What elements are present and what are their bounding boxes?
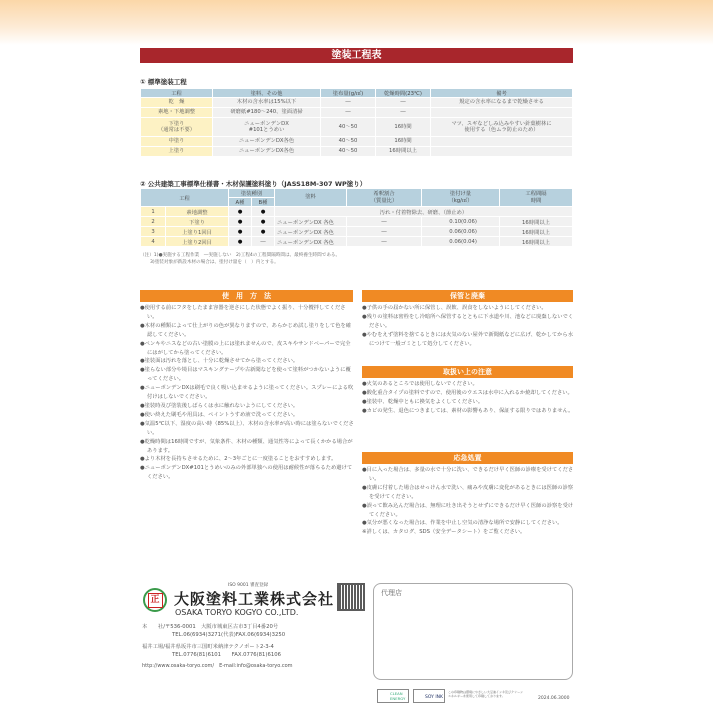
table-cell: 16時間以上	[500, 217, 573, 227]
table-cell: ニューボンデンDX 各色	[275, 227, 347, 237]
table-cell: ―	[347, 227, 422, 237]
usage-list	[140, 304, 355, 482]
handling-list	[362, 380, 574, 416]
agent-label: 代理店	[381, 589, 402, 597]
table-cell: ―	[347, 237, 422, 247]
table-cell: ―	[347, 217, 422, 227]
table-cell: 16時間以上	[500, 227, 573, 237]
handling-header: 取扱い上の注意	[362, 366, 573, 378]
table-cell: 研磨紙#180～240、塗面清掃	[213, 108, 321, 118]
note: （注）1)●実施する工程作業 ―実施しない 2)工程4の工程間隔時間は、最終養生時間である。	[140, 253, 341, 258]
column-header: 塗料	[275, 189, 347, 207]
column-header: 塗付け量 （kg/㎡）	[422, 189, 500, 207]
list-item: ●塗装中、乾燥中ともに換気をよくしてください。	[362, 398, 484, 405]
table-cell: 16時間以上	[500, 237, 573, 247]
iso-label: ISO 9001 審査登録	[228, 583, 269, 588]
table-cell: ―	[376, 108, 431, 118]
list-item: ●ペンキやニスなどの古い塗膜の上には塗れませんので、皮スキやサンドペーパーで完全にはがしてから塗ってください。	[140, 340, 351, 356]
table-cell: 下塗り	[166, 217, 229, 227]
table-cell: 16時間以上	[376, 147, 431, 157]
agent-box	[373, 583, 573, 680]
table-cell: マツ、スギなどしみ込みやすい針葉樹林に 使用する（色ムラ防止のため）	[431, 118, 573, 137]
table-cell: ニューボンデンDX各色	[213, 137, 321, 147]
list-item: ●気分が悪くなった場合は、作業を中止し空気の清浄な場所で安静にしてください。	[362, 520, 563, 527]
list-item: ●残りの塗料は密栓をし冷暗所へ保管するとともに下水道や川、池などに廃棄しないでください。	[362, 313, 574, 329]
page-title: 塗装工程表	[140, 48, 573, 63]
table-row	[141, 207, 573, 217]
storage-list	[362, 304, 574, 349]
note: 3)塗装対象が新設木材の場合は、塗付け量を（ ）内とする。	[150, 260, 279, 265]
table-cell: 1	[141, 207, 166, 217]
table-cell: ●	[229, 217, 252, 227]
header-band	[0, 0, 713, 45]
eco-note: この印刷物は環境にやさしい大豆油インキ及びクリーンエネルギーを使用して印刷しております。	[448, 690, 523, 698]
website-email[interactable]: http://www.osaka-toryo.com/ E-mail:info@osaka-toryo.com	[142, 663, 293, 669]
list-item: ●目に入った場合は、多量の水で十分に洗い、できるだけ早く医師の診療を受けてください。	[362, 467, 574, 482]
table-cell: 中塗り	[141, 137, 213, 147]
table-cell: 16時間	[376, 137, 431, 147]
usage-header: 使 用 方 法	[140, 290, 353, 302]
table-cell: ●	[252, 207, 275, 217]
table-cell: 0.06(0.06)	[422, 227, 500, 237]
table-cell: 0.06(0.04)	[422, 237, 500, 247]
table-row	[141, 227, 573, 237]
table-cell: 乾 燥	[141, 98, 213, 108]
list-item: ●ニューボンデンDX#101とうめいのみの外部単独への使用は耐候性が落ちるため避けてください。	[140, 465, 353, 481]
table-cell: ●	[229, 207, 252, 217]
table-cell: 上塗り1回目	[166, 227, 229, 237]
table-row	[141, 108, 573, 118]
standard-process-table	[140, 88, 573, 157]
table-cell: 40～50	[321, 137, 376, 147]
table-cell: 16時間	[376, 118, 431, 137]
soy-ink-logo: SOY INK	[413, 689, 445, 703]
company-name-en: OSAKA TORYO KOGYO CO.,LTD.	[175, 608, 299, 617]
company-name: 大阪塗料工業株式会社	[174, 590, 335, 608]
list-item: ●乾燥時間は16時間ですが、気象条件、木材の種類、通気性等によって長くかかる場合があります。	[140, 438, 353, 454]
print-code: 2024.06.3000	[538, 696, 570, 701]
table-cell: ●	[252, 217, 275, 227]
table-cell	[431, 108, 573, 118]
column-header: 希釈割合 （質量比）	[347, 189, 422, 207]
table-cell: 素地調整	[166, 207, 229, 217]
list-item: ●より木材を長持ちさせるために、2～3年ごとに一度塗ることをおすすめします。	[140, 456, 337, 463]
table-row	[141, 98, 573, 108]
logo-mark: 正	[148, 593, 163, 608]
table-cell: 下塗り （通常は不要）	[141, 118, 213, 137]
list-item: ●皮膚に付着した場合はせっけん水で洗い、痛みや皮膚に変化があるときには医師の診察を受けてください。	[362, 484, 574, 500]
table-cell: ―	[321, 108, 376, 118]
column-header: 備考	[431, 89, 573, 98]
factory-address: 福井工場/福井県坂井市三国町米納津テクノポート2-3-4	[142, 644, 274, 650]
table-cell: 40～50	[321, 147, 376, 157]
jass-process-table	[140, 188, 573, 247]
table-cell: 0.10(0.06)	[422, 217, 500, 227]
column-header: 工程	[141, 189, 229, 207]
table-cell: 上塗り2回目	[166, 237, 229, 247]
table-cell: ―	[252, 237, 275, 247]
column-header: 塗装種別	[229, 189, 275, 198]
table-cell: ●	[229, 237, 252, 247]
column-header: A種	[229, 198, 252, 207]
hq-address: 本 社/〒536-0001 大阪市城東区古市3丁目4番20号	[142, 624, 279, 630]
list-item: ●誤って飲み込んだ場合は、無理に吐き出そうとせずにできるだけ早く医師の診察を受けてください。	[362, 502, 574, 518]
column-header: B種	[252, 198, 275, 207]
table-cell: 4	[141, 237, 166, 247]
company-logo	[143, 588, 167, 612]
table-cell: ●	[229, 227, 252, 237]
storage-header: 保管と廃棄	[362, 290, 573, 302]
table-cell: ニューボンデンDX #101とうめい	[213, 118, 321, 137]
table-cell: 規定の含水率になるまで乾燥させる	[431, 98, 573, 108]
table-cell: 汚れ・付着物除去、研磨、（節止め）	[275, 207, 573, 217]
list-item: ●気温5℃以下、湿度の高い時（85%以上）、木材の含水率が高い時には塗らないでください。	[140, 420, 354, 436]
column-header: 工程間隔 時間	[500, 189, 573, 207]
table-notes	[140, 252, 340, 266]
list-item: ●子供の手の届かない所に保管し、誤飲、誤食をしないようにしてください。	[362, 305, 547, 311]
list-item: ●ニューボンデンDXは刷毛で良く吸い込ませるように塗ってください。スプレーによる吹付けはしないでください。	[140, 385, 354, 401]
table-cell	[431, 137, 573, 147]
table-cell: ニューボンデンDX 各色	[275, 217, 347, 227]
list-item: ●塗装時及び塗装後しばらくは水に触れないようにしてください。	[140, 402, 299, 409]
column-header: 工程	[141, 89, 213, 98]
table-cell: 素地・下地調整	[141, 108, 213, 118]
table-cell: ニューボンデンDX各色	[213, 147, 321, 157]
table-row	[141, 118, 573, 137]
list-item: ●カビの発生、退色につきましては、素材の影響もあり、保証する限りではありません。	[362, 407, 574, 414]
list-item: ●使用する前にフタをしたまま容器を逆さにした状態でよく振り、十分攪拌してください。	[140, 305, 346, 320]
table-cell: 40～50	[321, 118, 376, 137]
list-item: ●使い終えた刷毛や用具は、ペイントうすめ液で洗ってください。	[140, 411, 299, 418]
list-item: ●木材の種類によって仕上がりの色が異なりますので、あらかじめ試し塗りをして色を確認してください。	[140, 322, 352, 338]
column-header: 乾燥時間(23℃)	[376, 89, 431, 98]
table-cell: ●	[252, 227, 275, 237]
table-cell: 上塗り	[141, 147, 213, 157]
qr-code-icon	[339, 585, 363, 609]
list-item: ●塗らない部分や境目はマスキングテープや古新聞などを使って塗料がつかないように覆ってください。	[140, 367, 351, 383]
list-item: ●やむをえず塗料を捨てるときには火気のない屋外で新聞紙などに広げ、乾かしてから水につけて一般ゴミとして処分してください。	[362, 331, 573, 347]
table2-heading: ② 公共建築工事標準仕様書・木材保護塗料塗り（JASS18M-307 WP塗り）	[140, 180, 367, 188]
firstaid-header: 応急処置	[362, 452, 573, 464]
factory-tel: TEL.0776(81)6101 FAX.0776(81)6106	[172, 652, 281, 658]
column-header: 塗料、その他	[213, 89, 321, 98]
table-cell: ―	[321, 98, 376, 108]
table-cell	[431, 147, 573, 157]
table-row	[141, 237, 573, 247]
list-item: ●火気のあるところでは使用しないでください。	[362, 381, 478, 387]
table-row	[141, 147, 573, 157]
table1-heading: ① 標準塗装工程	[140, 78, 187, 86]
clean-energy-logo: CLEAN ENERGY	[377, 689, 409, 703]
table-cell: 3	[141, 227, 166, 237]
table-cell: ニューボンデンDX 各色	[275, 237, 347, 247]
list-item: ●塗装面は汚れを落とし、十分に乾燥させてから塗ってください。	[140, 358, 299, 365]
list-item: ※詳しくは、カタログ、SDS（安全データシート）をご覧ください。	[362, 529, 526, 536]
table-cell: ―	[376, 98, 431, 108]
table-row	[141, 217, 573, 227]
column-header: 塗布量(g/㎡)	[321, 89, 376, 98]
firstaid-list	[362, 466, 574, 537]
list-item: ●酸化重合タイプの塗料ですので、使用後のウエスは水中に入れるか焼却してください。	[362, 389, 573, 396]
table-row	[141, 137, 573, 147]
table-cell: 木材の含水率は15%以下	[213, 98, 321, 108]
table-cell: 2	[141, 217, 166, 227]
hq-tel: TEL.06(6934)3271(代表)FAX.06(6934)3250	[172, 632, 286, 638]
